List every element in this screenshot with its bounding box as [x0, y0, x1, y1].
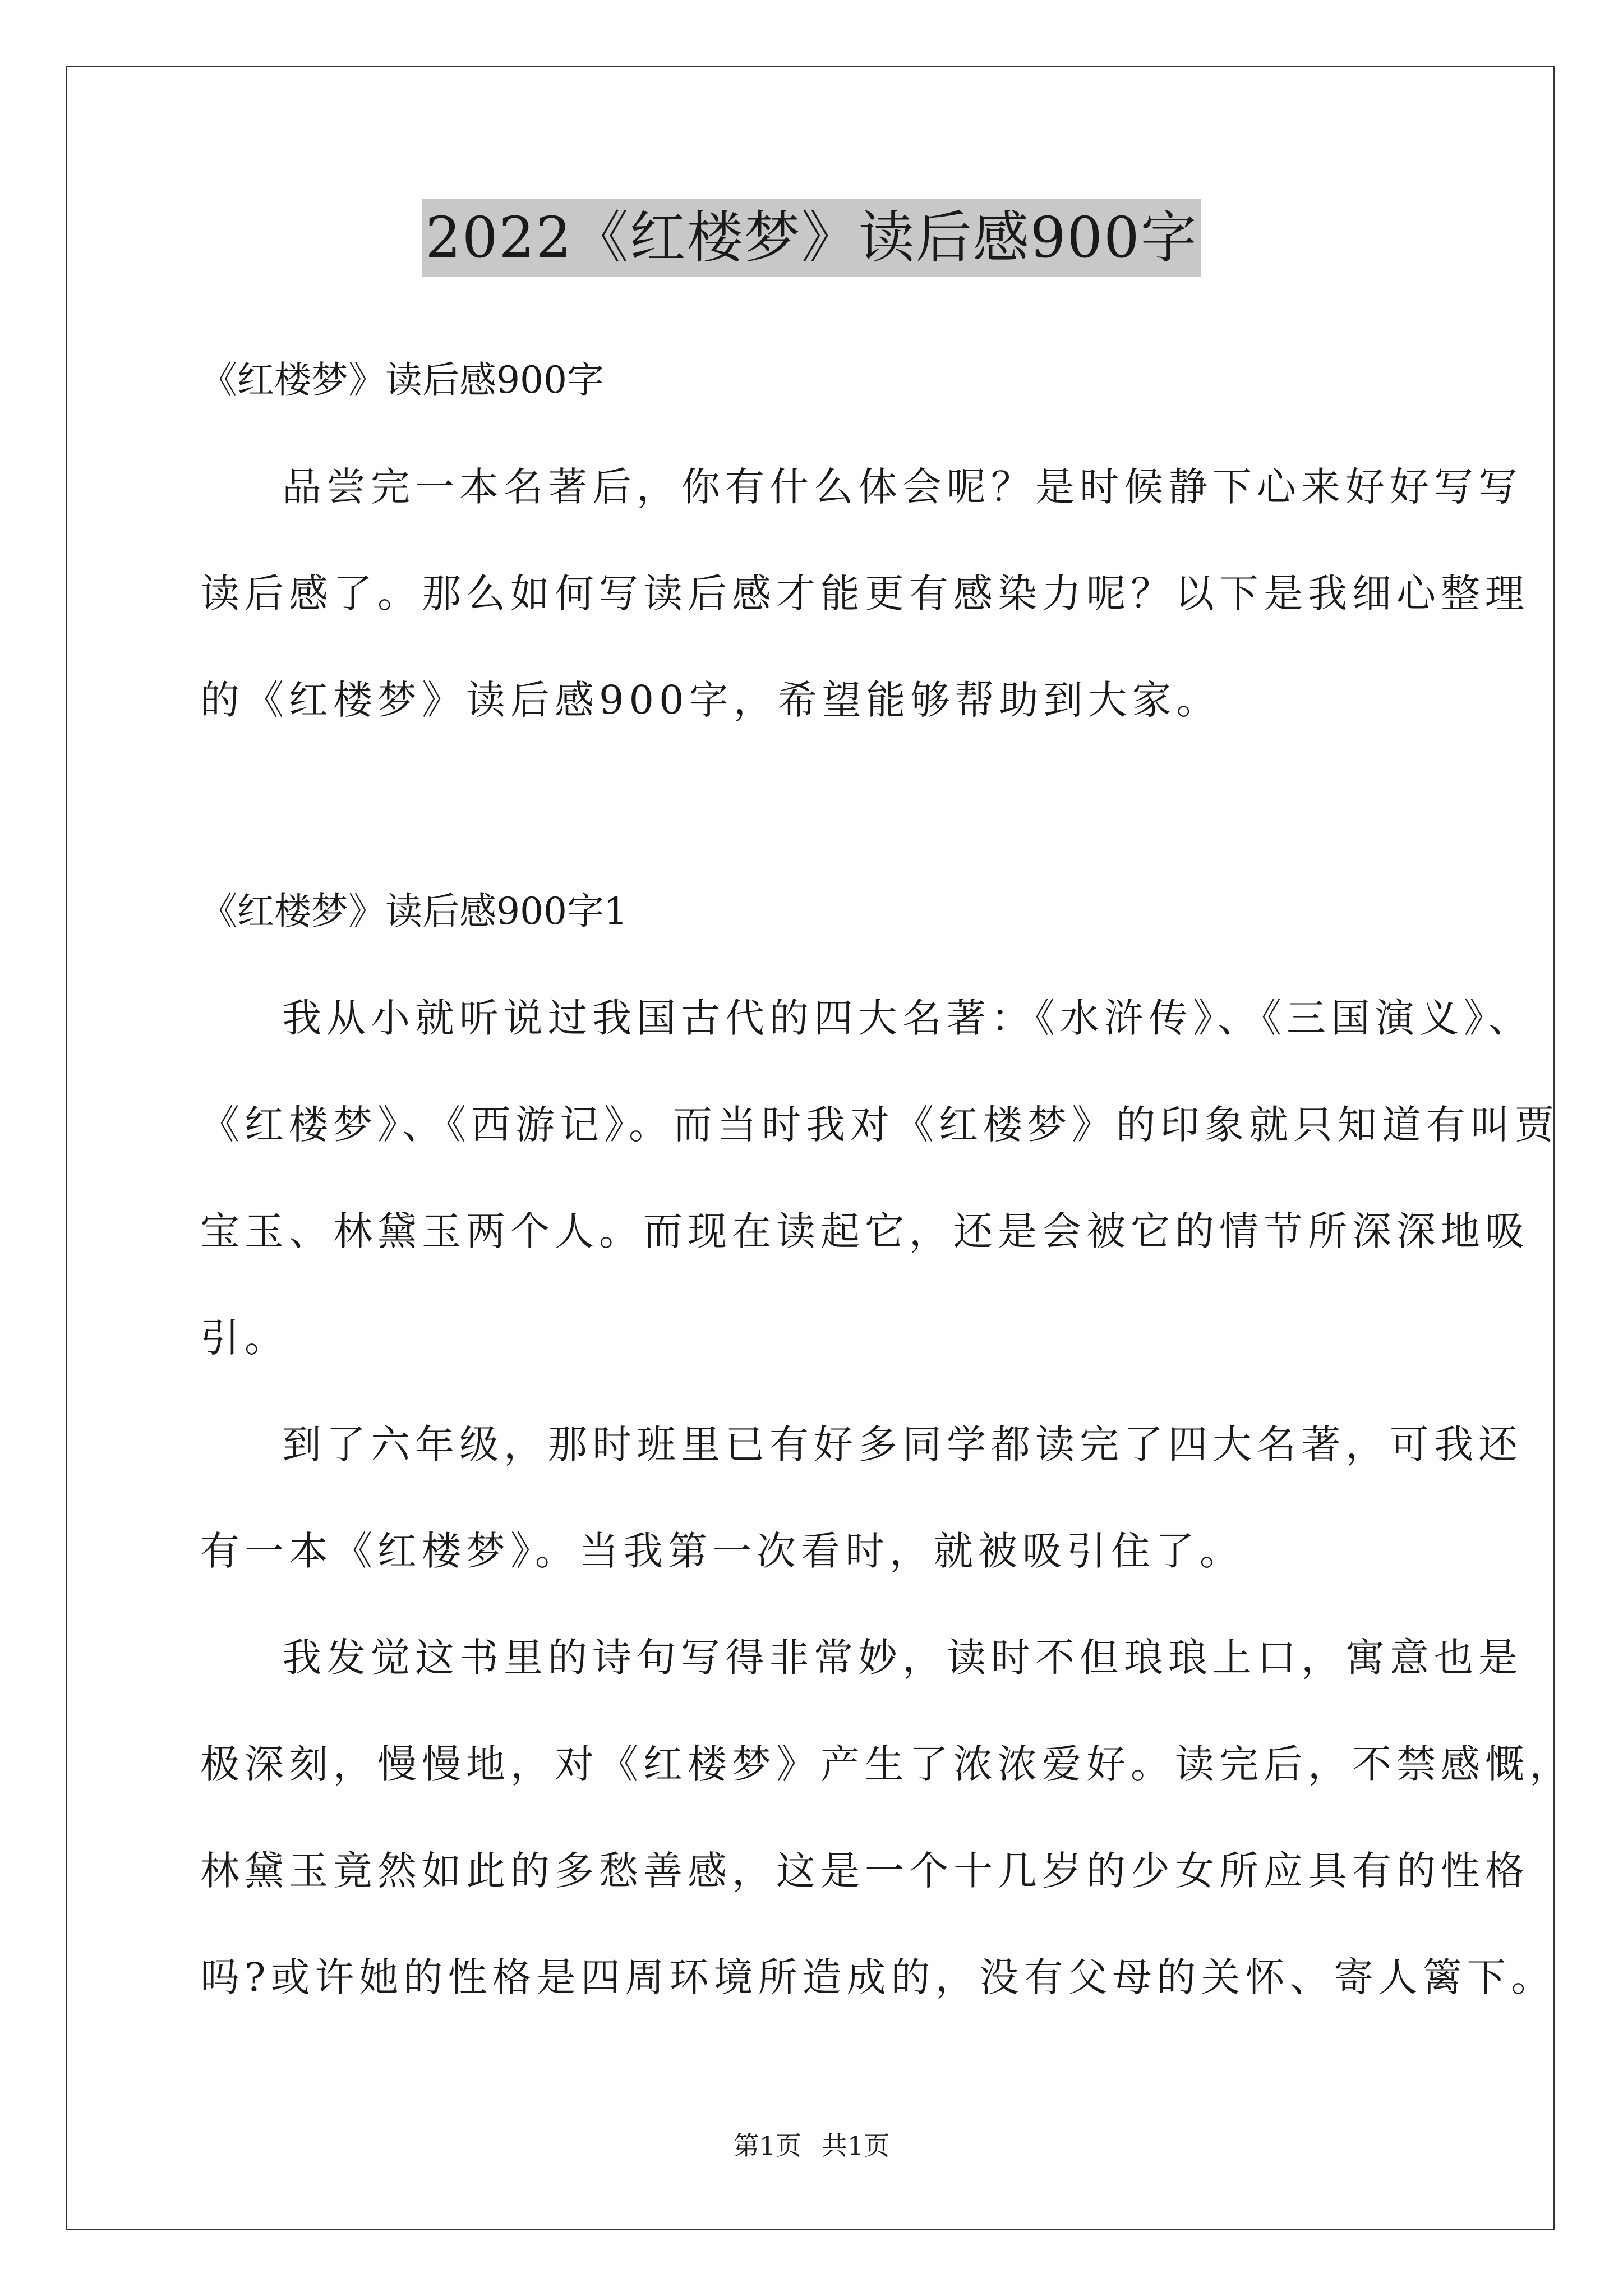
paragraph-line: 我从小就听说过我国古代的四大名著：《水浒传》、《三国演义》、 [282, 995, 1533, 1041]
paragraph-line: 有一本《红楼梦》。当我第一次看时，就被吸引住了。 [200, 1528, 1244, 1574]
title-container [0, 199, 1623, 277]
paragraph-line: 引。 [200, 1315, 289, 1361]
paragraph-line: 吗?或许她的性格是四周环境所造成的，没有父母的关怀、寄人篱下。 [200, 1954, 1556, 2000]
page-number: 第1页 [733, 2131, 801, 2161]
page-footer [0, 2129, 1623, 2162]
intro-line: 的《红楼梦》读后感900字，希望能够帮助到大家。 [200, 677, 1221, 723]
paragraph-line: 宝玉、林黛玉两个人。而现在读起它，还是会被它的情节所深深地吸 [200, 1208, 1529, 1254]
document-title: 2022《红楼梦》读后感900字 [422, 199, 1201, 277]
paragraph-line: 到了六年级，那时班里已有好多同学都读完了四大名著，可我还 [282, 1421, 1523, 1467]
paragraph-line: 我发觉这书里的诗句写得非常妙，读时不但琅琅上口，寓意也是 [282, 1635, 1523, 1681]
paragraph-line: 《红楼梦》、《西游记》。而当时我对《红楼梦》的印象就只知道有叫贾 [200, 1102, 1559, 1148]
page-total: 共1页 [822, 2131, 890, 2161]
section-heading: 《红楼梦》读后感900字1 [200, 890, 628, 933]
paragraph-line: 极深刻，慢慢地，对《红楼梦》产生了浓浓爱好。读完后，不禁感慨， [200, 1741, 1574, 1787]
intro-line: 读后感了。那么如何写读后感才能更有感染力呢？以下是我细心整理 [200, 570, 1529, 616]
subtitle: 《红楼梦》读后感900字 [200, 358, 604, 402]
paragraph-line: 林黛玉竟然如此的多愁善感，这是一个十几岁的少女所应具有的性格 [200, 1848, 1529, 1894]
intro-line: 品尝完一本名著后，你有什么体会呢？是时候静下心来好好写写 [282, 464, 1523, 510]
